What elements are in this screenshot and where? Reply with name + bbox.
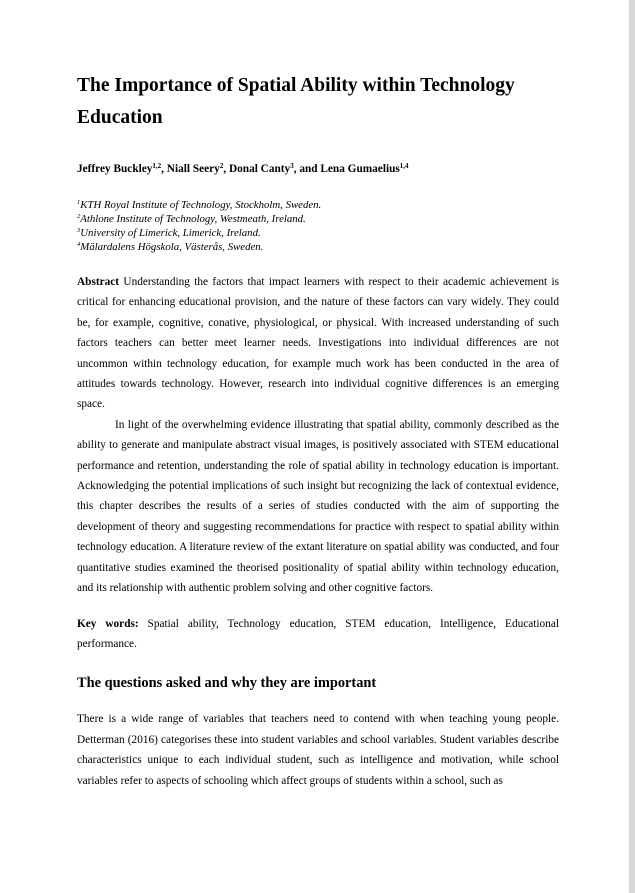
abstract-label: Abstract bbox=[77, 276, 120, 288]
author-list bbox=[77, 162, 559, 177]
body-paragraph: There is a wide range of variables that teachers need to contend with when teaching young people. Detterman (2016) categorises these into student variables and school variables. Student variables describe characteristics unique to each individual student, such as intelligence and motivation, while school variables refer to aspects of schooling which affect groups of students within a school, such as bbox=[77, 713, 559, 787]
author-affiliation-marker: 3 bbox=[290, 162, 294, 170]
affiliation-text: KTH Royal Institute of Technology, Stockholm, Sweden. bbox=[80, 199, 322, 211]
abstract bbox=[77, 272, 559, 599]
affiliation-item bbox=[77, 212, 559, 226]
affiliation-text: University of Limerick, Limerick, Ireland. bbox=[80, 227, 261, 239]
author-affiliation-marker: 1,2 bbox=[152, 162, 162, 170]
affiliation-marker: 1 bbox=[77, 199, 81, 206]
affiliation-marker: 2 bbox=[77, 213, 81, 220]
abstract-paragraph: In light of the overwhelming evidence illustrating that spatial ability, commonly described as the ability to generate and manipulate abstract visual images, is positively associated with STEM educational performance and retention, understanding the role of spatial ability in technology education is important. Acknowledging the potential implications of such insight but recognizing the lack of contextual evidence, this chapter describes the results of a series of studies conducted with the aim of supporting the development of theory and suggesting recommendations for practice with respect to spatial ability within technology education. A literature review of the extant literature on spatial ability was conducted, and four quantitative studies examined the theorised positionality of spatial ability within technology education, and its relationship with authentic problem solving and other cognitive factors. bbox=[77, 418, 559, 595]
affiliation-item bbox=[77, 198, 559, 212]
affiliation-item bbox=[77, 240, 559, 254]
paper-title bbox=[77, 70, 559, 134]
title-line-2: Education bbox=[77, 107, 163, 128]
author-name: Jeffrey Buckley bbox=[77, 163, 153, 175]
affiliation-item bbox=[77, 226, 559, 240]
abstract-paragraph bbox=[77, 272, 559, 415]
section-heading: The questions asked and why they are important bbox=[77, 675, 377, 692]
author-affiliation-marker: 1,4 bbox=[399, 162, 409, 170]
page-edge bbox=[629, 0, 635, 893]
keywords bbox=[77, 614, 559, 655]
affiliation-text: Athlone Institute of Technology, Westmeath, Ireland. bbox=[80, 213, 306, 225]
author-name: , Niall Seery bbox=[161, 163, 220, 175]
affiliation-list bbox=[77, 198, 559, 254]
author-name: , and Lena Gumaelius bbox=[293, 163, 400, 175]
affiliation-text: Mälardalens Högskola, Västerås, Sweden. bbox=[80, 241, 264, 253]
affiliation-marker: 3 bbox=[77, 227, 81, 234]
author-name: , Donal Canty bbox=[223, 163, 291, 175]
keywords-label: Key words: bbox=[77, 617, 139, 630]
body-text bbox=[77, 709, 559, 791]
affiliation-marker: 4 bbox=[77, 241, 81, 248]
author-affiliation-marker: 2 bbox=[219, 162, 224, 170]
title-line-1: The Importance of Spatial Ability within Technology bbox=[77, 75, 515, 96]
paper-page bbox=[77, 70, 559, 791]
abstract-text: Understanding the factors that impact learners with respect to their academic achievement is critical for enhancing educational provision, and the nature of these factors can vary widely. They could be, for example, cognitive, conative, physiological, or physical. With increased understanding of such factors teachers can better meet learner needs. Investigations into individual differences are not uncommon within technology education, for example much work has been conducted in the area of attitudes towards technology. However, research into individual cognitive differences is an emerging space. bbox=[77, 276, 559, 411]
keywords-text: Spatial ability, Technology education, STEM education, Intelligence, Educational performance. bbox=[77, 617, 559, 650]
